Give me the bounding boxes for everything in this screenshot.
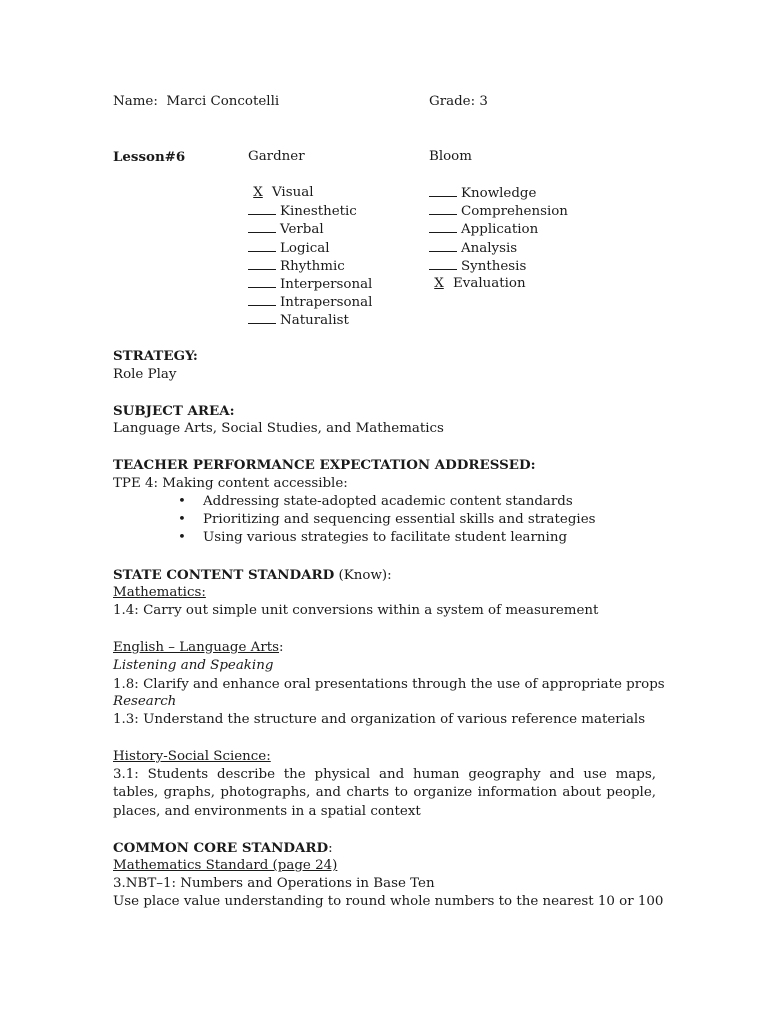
ela-standard-text: 1.8: Clarify and enhance oral presentations through the use of appropriate props (113, 677, 665, 692)
bloom-label: Application (461, 222, 539, 238)
lesson-label: Lesson#6 (113, 149, 186, 165)
bloom-checkmark (429, 202, 457, 215)
tpe-bullet: Addressing state-adopted academic content standards (203, 494, 573, 509)
gardner-checkmark (248, 293, 276, 306)
bloom-title: Bloom (429, 149, 472, 164)
tpe-bullet: Prioritizing and sequencing essential skills and strategies (203, 512, 596, 527)
bullet-dot: • (178, 530, 186, 545)
gardner-item (248, 257, 345, 276)
gardner-label: Logical (280, 240, 330, 256)
common-core-colon: : (328, 841, 333, 856)
gardner-checkmark (248, 275, 276, 288)
common-core-heading-line (113, 839, 333, 858)
subject-heading: SUBJECT AREA: (113, 403, 235, 419)
gardner-item (248, 275, 372, 294)
common-core-math-label: Mathematics Standard (page 24) (113, 858, 338, 873)
bloom-item (429, 257, 526, 276)
ela-subheading-listening: Listening and Speaking (113, 658, 274, 673)
name-line (113, 93, 279, 111)
bloom-label: Synthesis (461, 258, 527, 274)
gardner-item (248, 220, 324, 239)
tpe-intro: TPE 4: Making content accessible: (113, 476, 348, 491)
state-standard-heading: STATE CONTENT STANDARD (113, 567, 335, 583)
common-core-heading: COMMON CORE STANDARD (113, 840, 329, 856)
ela-subheading-research: Research (113, 694, 177, 709)
bullet-dot: • (178, 512, 186, 527)
hss-standard-text: 3.1: Students describe the physical and human geography and use maps, tables, graphs, photographs, and charts to organize information about people, places, and environments in a spatial context (113, 767, 656, 819)
bloom-checkmark (429, 275, 449, 293)
subject-text: Language Arts, Social Studies, and Mathematics (113, 421, 444, 436)
ela-colon: : (279, 640, 284, 655)
gardner-checkmark (248, 220, 276, 233)
gardner-label: Verbal (280, 222, 324, 238)
math-standard-text: 1.4: Carry out simple unit conversions within a system of measurement (113, 603, 599, 618)
name-value: Marci Concotelli (166, 94, 280, 109)
name-label: Name: (113, 94, 158, 109)
ela-label: English – Language Arts (113, 640, 279, 655)
bloom-label: Analysis (461, 240, 518, 256)
gardner-label: Visual (272, 185, 314, 200)
tpe-heading: TEACHER PERFORMANCE EXPECTATION ADDRESSED: (113, 457, 536, 473)
gardner-checkmark (248, 239, 276, 252)
gardner-label: Kinesthetic (280, 204, 357, 220)
grade-value: 3 (479, 94, 488, 109)
bloom-item (429, 239, 517, 258)
gardner-checkmark (248, 184, 268, 202)
gardner-label: Interpersonal (280, 277, 373, 292)
bloom-item (429, 275, 526, 293)
gardner-item (248, 184, 313, 202)
common-core-text: Use place value understanding to round whole numbers to the nearest 10 or 100 (113, 894, 664, 909)
gardner-checkmark (248, 202, 276, 215)
gardner-label: Intrapersonal (280, 295, 373, 311)
gardner-checkmark (248, 311, 276, 324)
bloom-checkmark (429, 239, 457, 252)
bloom-checkmark (429, 220, 457, 233)
gardner-item (248, 239, 330, 258)
strategy-heading: STRATEGY: (113, 348, 198, 364)
bloom-checkmark (429, 184, 457, 197)
gardner-checkmark (248, 257, 276, 270)
common-core-code: 3.NBT–1: Numbers and Operations in Base Ten (113, 876, 435, 891)
gardner-label: Naturalist (280, 313, 349, 329)
gardner-item (248, 293, 372, 312)
bloom-item (429, 220, 538, 239)
state-standard-heading-line (113, 566, 392, 585)
bloom-label: Comprehension (461, 204, 568, 220)
strategy-text: Role Play (113, 367, 177, 382)
bullet-dot: • (178, 494, 186, 509)
bloom-item (429, 202, 568, 221)
tpe-bullet: Using various strategies to facilitate student learning (203, 530, 568, 545)
bloom-checkmark (429, 257, 457, 270)
math-label: Mathematics: (113, 585, 206, 600)
hss-label: History-Social Science: (113, 749, 271, 764)
bloom-item (429, 184, 536, 203)
bloom-mark-x: X (434, 276, 444, 291)
gardner-mark-x: X (253, 185, 263, 200)
gardner-item (248, 311, 349, 330)
grade-line (429, 93, 488, 111)
ela-research-text: 1.3: Understand the structure and organization of various reference materials (113, 712, 646, 727)
gardner-label: Rhythmic (280, 258, 345, 274)
bloom-label: Evaluation (453, 276, 526, 291)
bloom-label: Knowledge (461, 186, 537, 201)
gardner-title: Gardner (248, 149, 305, 164)
grade-label: Grade: (429, 94, 476, 109)
ela-label-line (113, 639, 284, 657)
gardner-item (248, 202, 357, 221)
state-standard-suffix: (Know): (338, 568, 392, 583)
